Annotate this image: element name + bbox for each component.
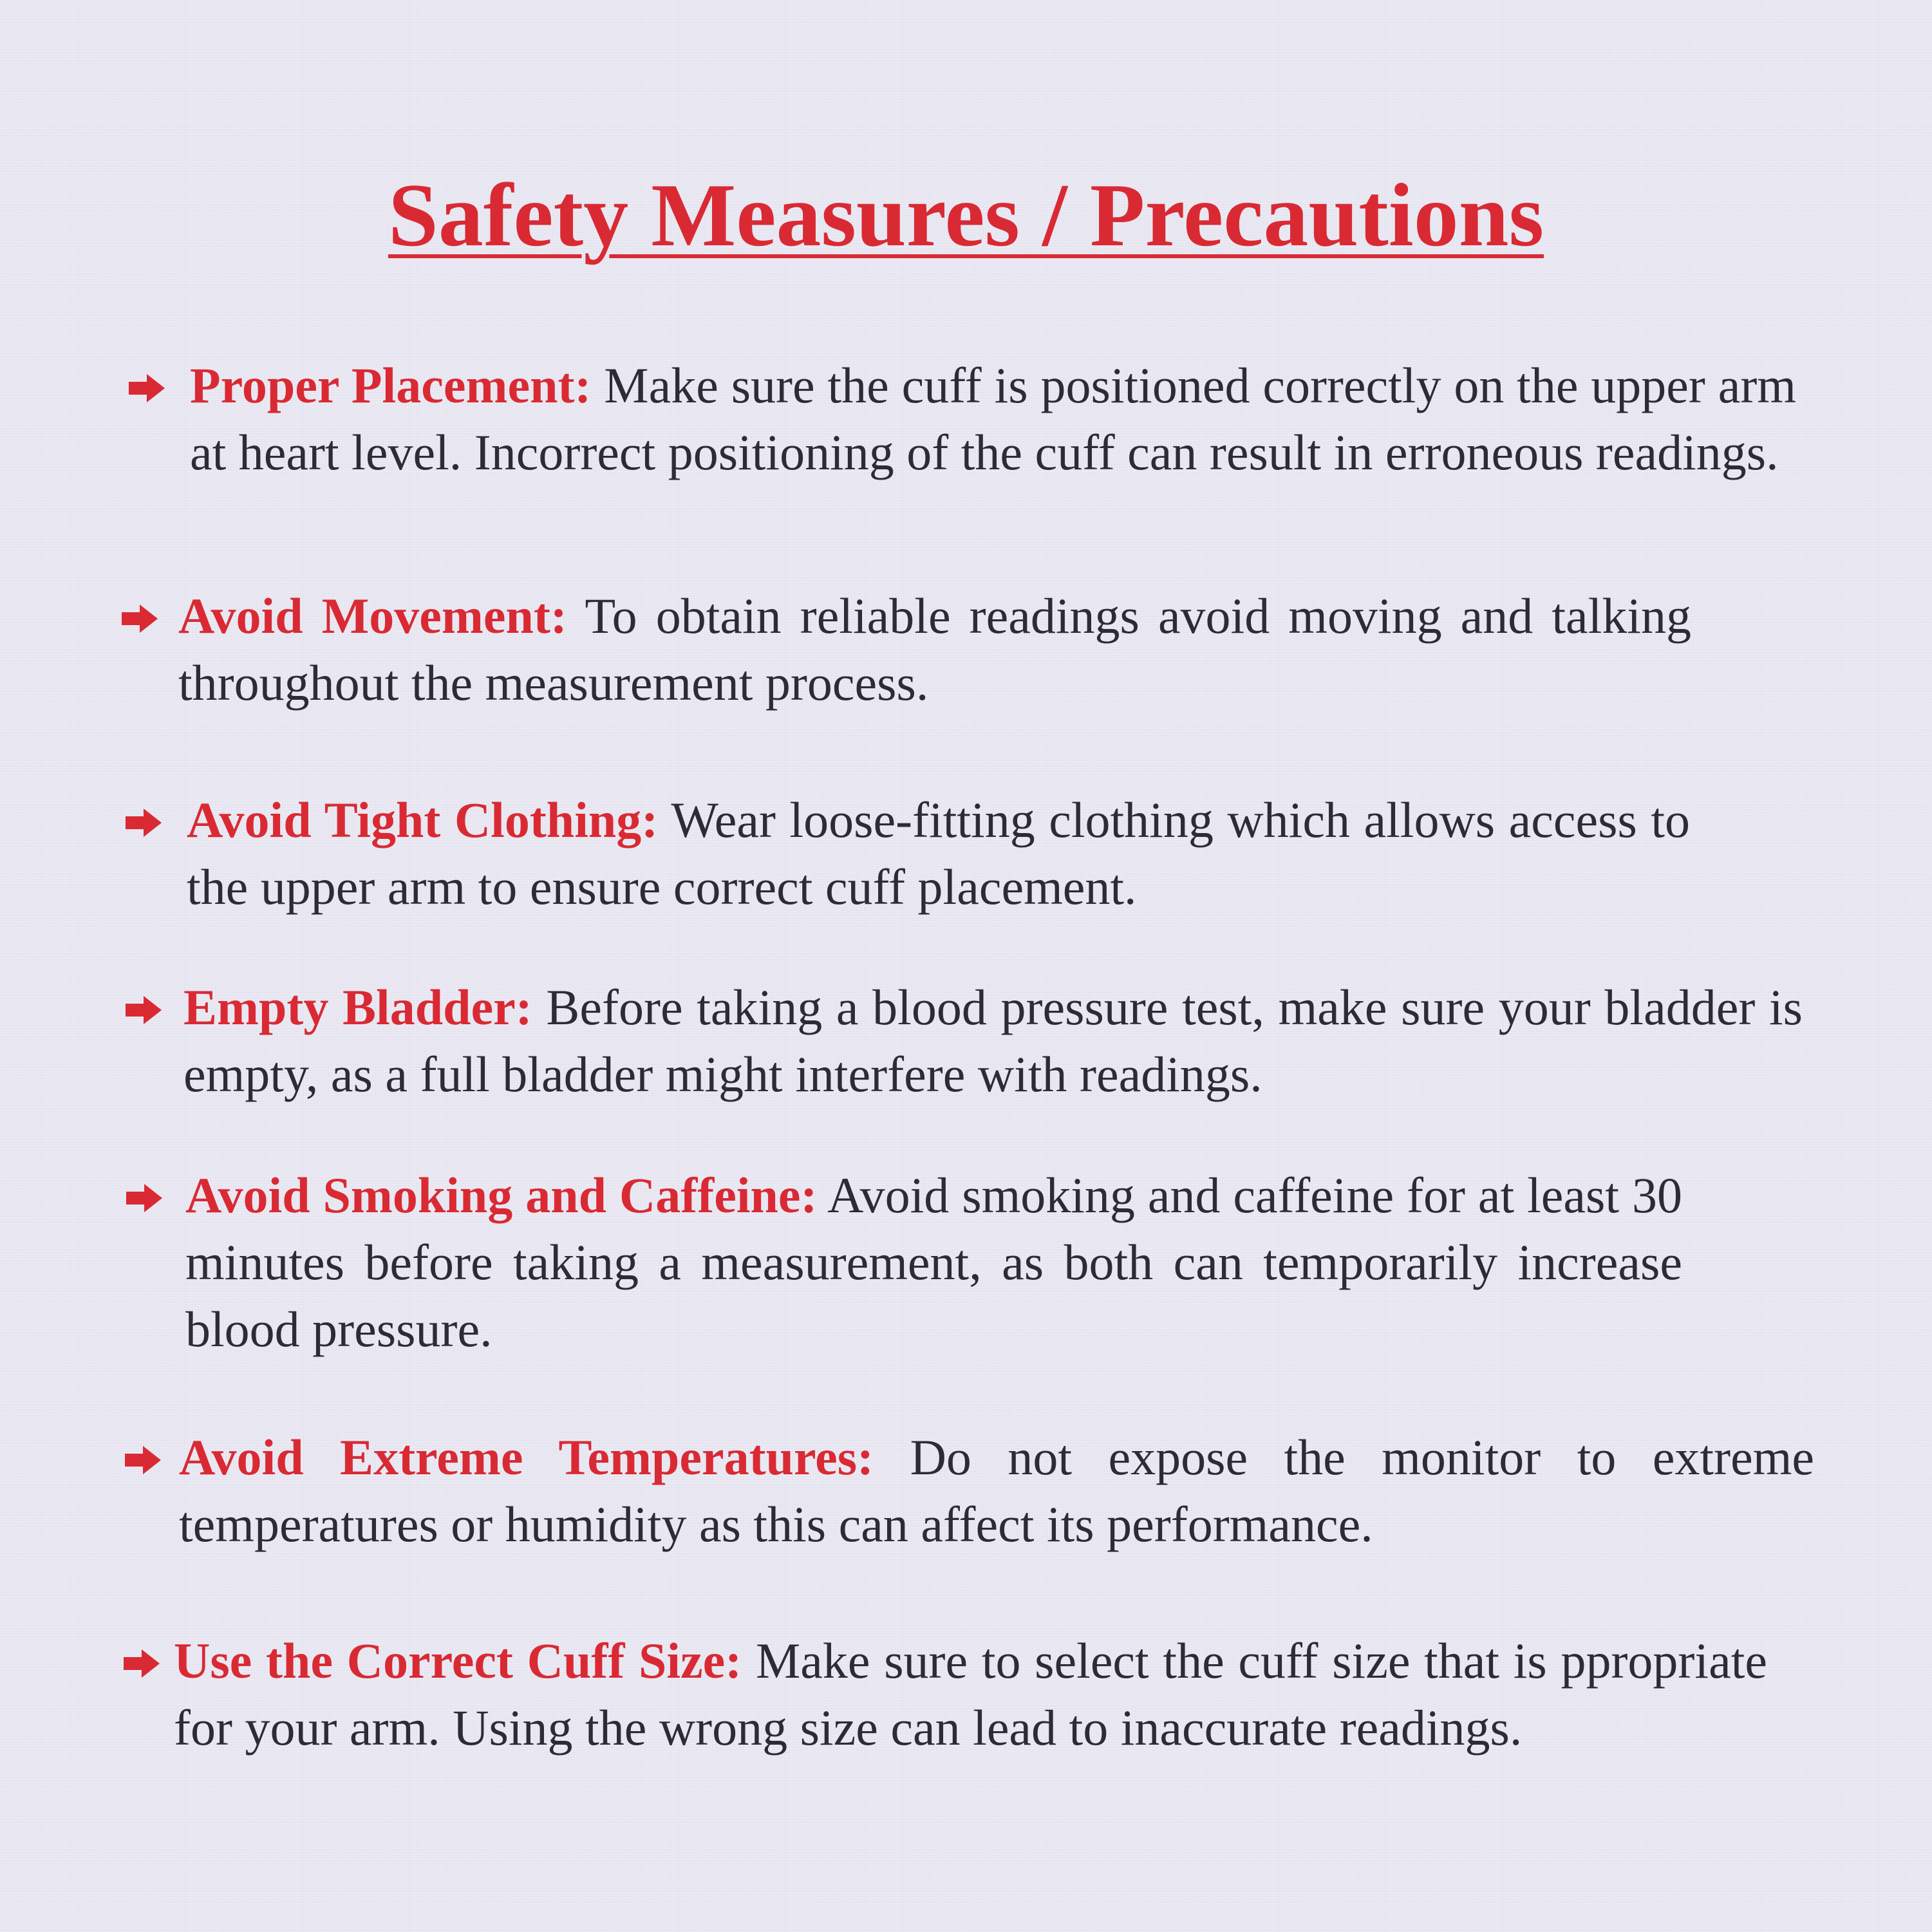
precaution-label: Proper Placement:	[190, 357, 592, 413]
precaution-text: Do not expose the monitor to extreme temperatures or humidity as this can affect its performance.	[179, 1429, 1814, 1552]
page-title	[0, 164, 1932, 267]
precaution-text: Avoid smoking and caffeine for at least 30 minutes before taking a measurement, as both can temporarily increase blood pressure.	[185, 1167, 1682, 1357]
page-title-text: Safety Measures / Precautions	[388, 165, 1544, 265]
precaution-item-avoid-tight-clothing	[187, 787, 1690, 921]
precaution-item-avoid-movement	[178, 583, 1691, 717]
precaution-label: Avoid Movement:	[178, 588, 567, 644]
precaution-label: Avoid Extreme Temperatures:	[179, 1429, 874, 1485]
precaution-text: Make sure to select the cuff size that is ppropriate for your arm. Using the wrong size can lead to inaccurate readings.	[174, 1633, 1767, 1756]
arrow-right-icon	[122, 605, 158, 633]
precaution-item-avoid-extreme-temperatures	[179, 1424, 1814, 1558]
arrow-right-icon	[129, 374, 165, 402]
precaution-item-empty-bladder	[183, 974, 1803, 1108]
precaution-label: Avoid Smoking and Caffeine:	[185, 1167, 818, 1223]
arrow-right-icon	[126, 1184, 162, 1212]
precaution-item-correct-cuff-size	[174, 1627, 1767, 1761]
precaution-item-proper-placement	[190, 352, 1796, 486]
precaution-text: Wear loose-fitting clothing which allows access to the upper arm to ensure correct cuff placement.	[187, 792, 1690, 915]
arrow-right-icon	[126, 996, 162, 1024]
precaution-item-avoid-smoking-caffeine	[185, 1162, 1682, 1363]
precaution-label: Avoid Tight Clothing:	[187, 792, 659, 848]
arrow-right-icon	[125, 1446, 161, 1474]
arrow-right-icon	[124, 1649, 160, 1678]
precaution-label: Use the Correct Cuff Size:	[174, 1633, 742, 1689]
precaution-label: Empty Bladder:	[183, 979, 532, 1035]
arrow-right-icon	[126, 809, 162, 837]
precaution-text: To obtain reliable readings avoid moving and talking throughout the measurement process.	[178, 588, 1691, 711]
precaution-text: Before taking a blood pressure test, make sure your bladder is empty, as a full bladder might interfere with readings.	[183, 979, 1803, 1102]
precaution-text: Make sure the cuff is positioned correctly on the upper arm at heart level. Incorrect positioning of the cuff can result in erroneous readings.	[190, 357, 1796, 480]
